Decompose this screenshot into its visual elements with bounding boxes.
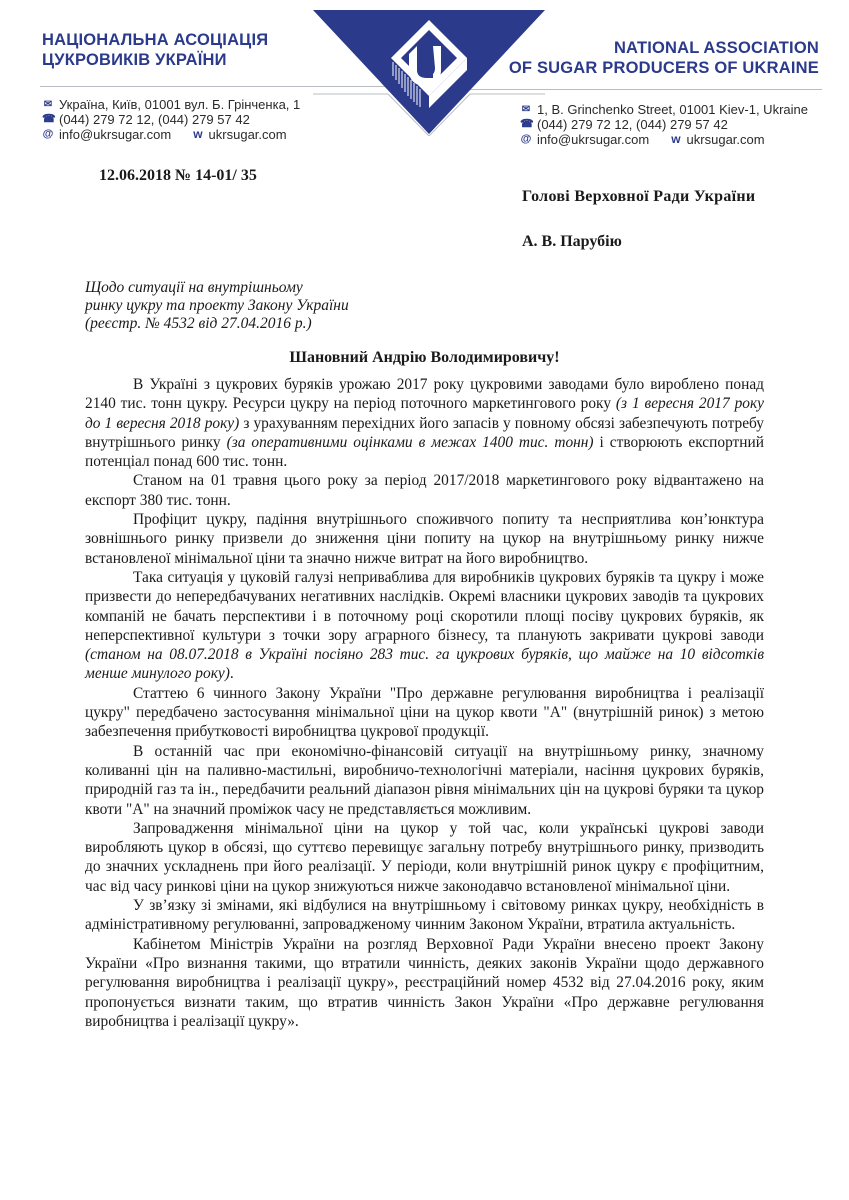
paragraph: В останній час при економічно-фінансовій ситуації на внутрішньому ринку, значному коливанні цін на паливно-мастильні, виробничо-технологічні матеріали, насіння цукрових буряків, природній газ та ін., передбачити реальний діапазон рівня мінімальних цін на цукрові буряки та цукор квоти "А" на значний проміжок часу не представляється можливим. [85,742,764,818]
letterhead-title-uk-line2: ЦУКРОВИКІВ УКРАЇНИ [42,51,227,69]
contact-address-en [520,102,808,117]
subject-line: ринку цукру та проекту Закону України [85,297,349,314]
address-text: Україна, Київ, 01001 вул. Б. Грінченка, 1 [59,97,301,112]
contacts-uk [42,97,300,142]
letterhead-title-en-line1: NATIONAL ASSOCIATION [613,39,819,57]
letter-body [85,375,764,1031]
paragraph: Станом на 01 травня цього року за період 2017/2018 маркетингового року відвантажено на експорт 380 тис. тонн. [85,472,764,509]
contact-web-en [520,132,808,147]
subject-line: Щодо ситуації на внутрішньому [85,279,303,296]
contact-phone-uk [42,112,300,127]
paragraph-text: і створюють експортний потенціал понад 600 тис. тонн. [85,433,764,471]
email-link[interactable]: info@ukrsugar.com [59,127,172,142]
salutation: Шановний Андрію Володимировичу! [289,349,560,366]
addressee-name: А. В. Парубію [522,233,622,250]
contact-address-uk [42,97,300,112]
web-icon: w [671,132,681,146]
at-icon: @ [42,128,54,140]
association-logo [313,8,545,136]
phone-text: (044) 279 72 12, (044) 279 57 42 [537,117,728,132]
letterhead-title-uk [42,30,268,70]
paragraph-text: Така ситуація у цуковій галузі неприваблива для виробників цукрових буряків та цукру і може призвести до непередбачуваних негативних наслідків. Окремі власники цукрових заводів та цукрових компаній не бачать перспективи і в поточному році скоротили площі посіву цукрових буряків, як неперспективної культури з точки зору аграрного бізнесу, та планують закривати цукрові заводи [85,568,764,644]
paragraph-text: з урахуванням перехідних його запасів у повному обсязі забезпечують потребу внутрішнього ринку [85,414,764,451]
paragraph-text: . [229,665,234,683]
envelope-icon: ✉ [43,99,53,110]
contact-phone-en [520,117,808,132]
subject-line: (реєстр. № 4532 від 27.04.2016 р.) [85,315,312,332]
paragraph-italic: (за оперативними оцінками в межах 1400 тис. тонн) [226,433,594,451]
paragraph [85,375,764,471]
letterhead-title-en-line2: OF SUGAR PRODUCERS OF UKRAINE [508,59,819,77]
phone-icon: ☎ [42,113,56,125]
paragraph [85,568,764,684]
email-link[interactable]: info@ukrsugar.com [537,132,650,147]
website-link[interactable]: ukrsugar.com [208,127,287,142]
at-icon: @ [520,133,532,145]
paragraph-italic: (з 1 вересня 2017 року до 1 вересня 2018 року) [85,395,764,432]
contact-web-uk [42,127,300,142]
phone-icon: ☎ [520,118,534,130]
letter-subject [85,279,415,333]
web-icon: w [193,127,203,141]
paragraph: Кабінетом Міністрів України на розгляд Верховної Ради України внесено проект Закону України «Про визнання такими, що втратили чинність, деяких законів України щодо державного регулювання виробництва і реалізації цукру», реєстраційний номер 4532 від 27.04.2016 року, яким пропонується визнати таким, що втратив чинність Закон України «Про державне регулювання виробництва і реалізації цукру». [85,935,764,1030]
paragraph: У зв’язку зі змінами, які відбулися на внутрішньому і світовому ринках цукру, необхідність в адміністративному регулюванні, запровадженому чинним Законом України, втратила актуальність. [85,897,764,934]
contacts-en [520,102,808,147]
website-link[interactable]: ukrsugar.com [686,132,765,147]
paragraph: Профіцит цукру, падіння внутрішнього споживчого попиту та несприятлива кон’юнктура зовнішнього ринку призвели до зниження ціни попиту на цукор на внутрішньому ринку нижче встановленої мінімальної ціни та значно нижче витрат на його виробництво. [85,511,764,567]
phone-text: (044) 279 72 12, (044) 279 57 42 [59,112,250,127]
paragraph: Запровадження мінімальної ціни на цукор у той час, коли українські цукрові заводи виробляють цукор в обсязі, що суттєво перевищує загальну потребу внутрішнього ринку, призводить до значних ускладнень при його реалізації. У періоди, коли внутрішній ринок цукру є профіцитним, час від часу ринкові ціни на цукор знижуються нижче законодавчо встановленої мінімальної ціни. [85,819,764,895]
document-reference: 12.06.2018 № 14-01/ 35 [99,167,257,184]
paragraph-text: В Україні з цукрових буряків урожаю 2017 року цукровими заводами було вироблено понад 2140 тис. тонн цукру. Ресурси цукру на період поточного маркетингового року [85,376,764,413]
paragraph: Статтею 6 чинного Закону України "Про державне регулювання виробництва і реалізації цукру" передбачено застосування мінімальної ціни на цукор квоти "А" (внутрішній ринок) з метою забезпечення прибутковості виробництва цукрової продукції. [85,684,764,741]
addressee-title: Голові Верховної Ради України [522,188,756,205]
paragraph-italic: (станом на 08.07.2018 в Україні посіяно 283 тис. га цукрових буряків, що майже на 10 відсотків менше минулого року) [85,646,764,683]
letterhead-title-uk-line1: НАЦІОНАЛЬНА АСОЦІАЦІЯ [42,31,269,49]
envelope-icon: ✉ [521,104,531,115]
address-text: 1, B. Grinchenko Street, 01001 Kiev-1, Ukraine [537,102,808,117]
letterhead-title-en [509,38,819,78]
